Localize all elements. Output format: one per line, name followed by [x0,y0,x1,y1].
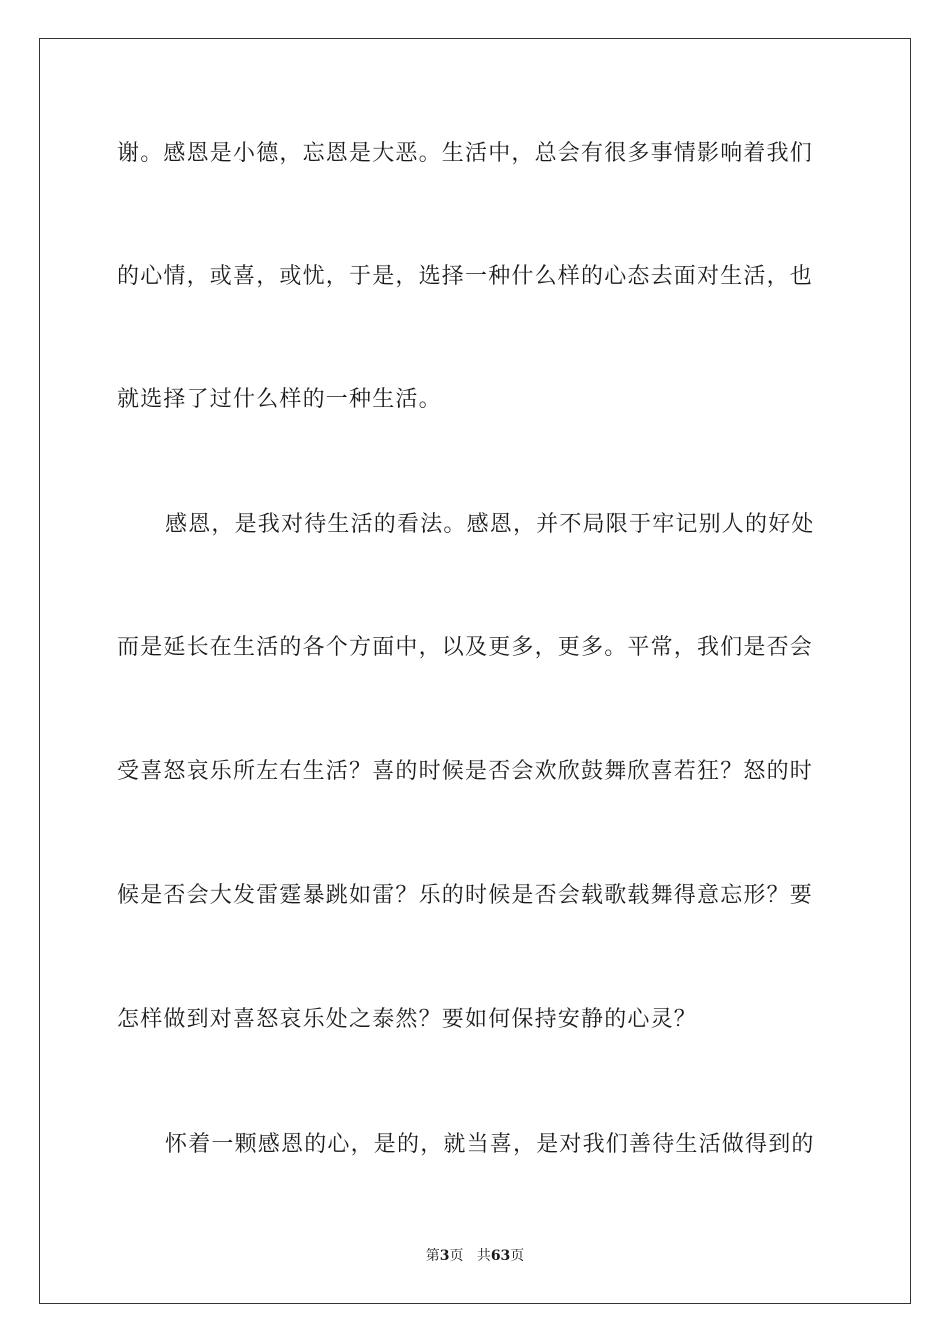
text-line-4: 感恩，是我对待生活的看法。感恩，并不局限于牢记别人的好处 [165,512,815,537]
text-line-8: 怎样做到对喜怒哀乐处之泰然？要如何保持安静的心灵？ [117,1007,698,1032]
total-prefix: 共 [476,1248,491,1264]
page-border [39,38,911,1304]
total-suffix: 页 [510,1248,525,1264]
page-prefix: 第 [425,1248,440,1264]
text-line-2: 的心情，或喜，或忧，于是，选择一种什么样的心态去面对生活，也 [117,264,814,289]
page-footer [0,1246,950,1266]
text-line-6: 受喜怒哀乐所左右生活？喜的时候是否会欢欣鼓舞欣喜若狂？怒的时 [117,759,814,784]
text-line-3: 就选择了过什么样的一种生活。 [117,387,442,412]
text-line-7: 候是否会大发雷霆暴跳如雷？乐的时候是否会载歌载舞得意忘形？要 [117,883,814,908]
text-line-5: 而是延长在生活的各个方面中，以及更多，更多。平常，我们是否会 [117,635,814,660]
page-suffix: 页 [449,1248,464,1264]
page-number: 3 [439,1248,450,1264]
text-line-1: 谢。感恩是小德，忘恩是大恶。生活中，总会有很多事情影响着我们 [117,141,814,166]
text-line-9: 怀着一颗感恩的心，是的，就当喜，是对我们善待生活做得到的 [165,1132,815,1157]
total-pages: 63 [490,1248,511,1264]
